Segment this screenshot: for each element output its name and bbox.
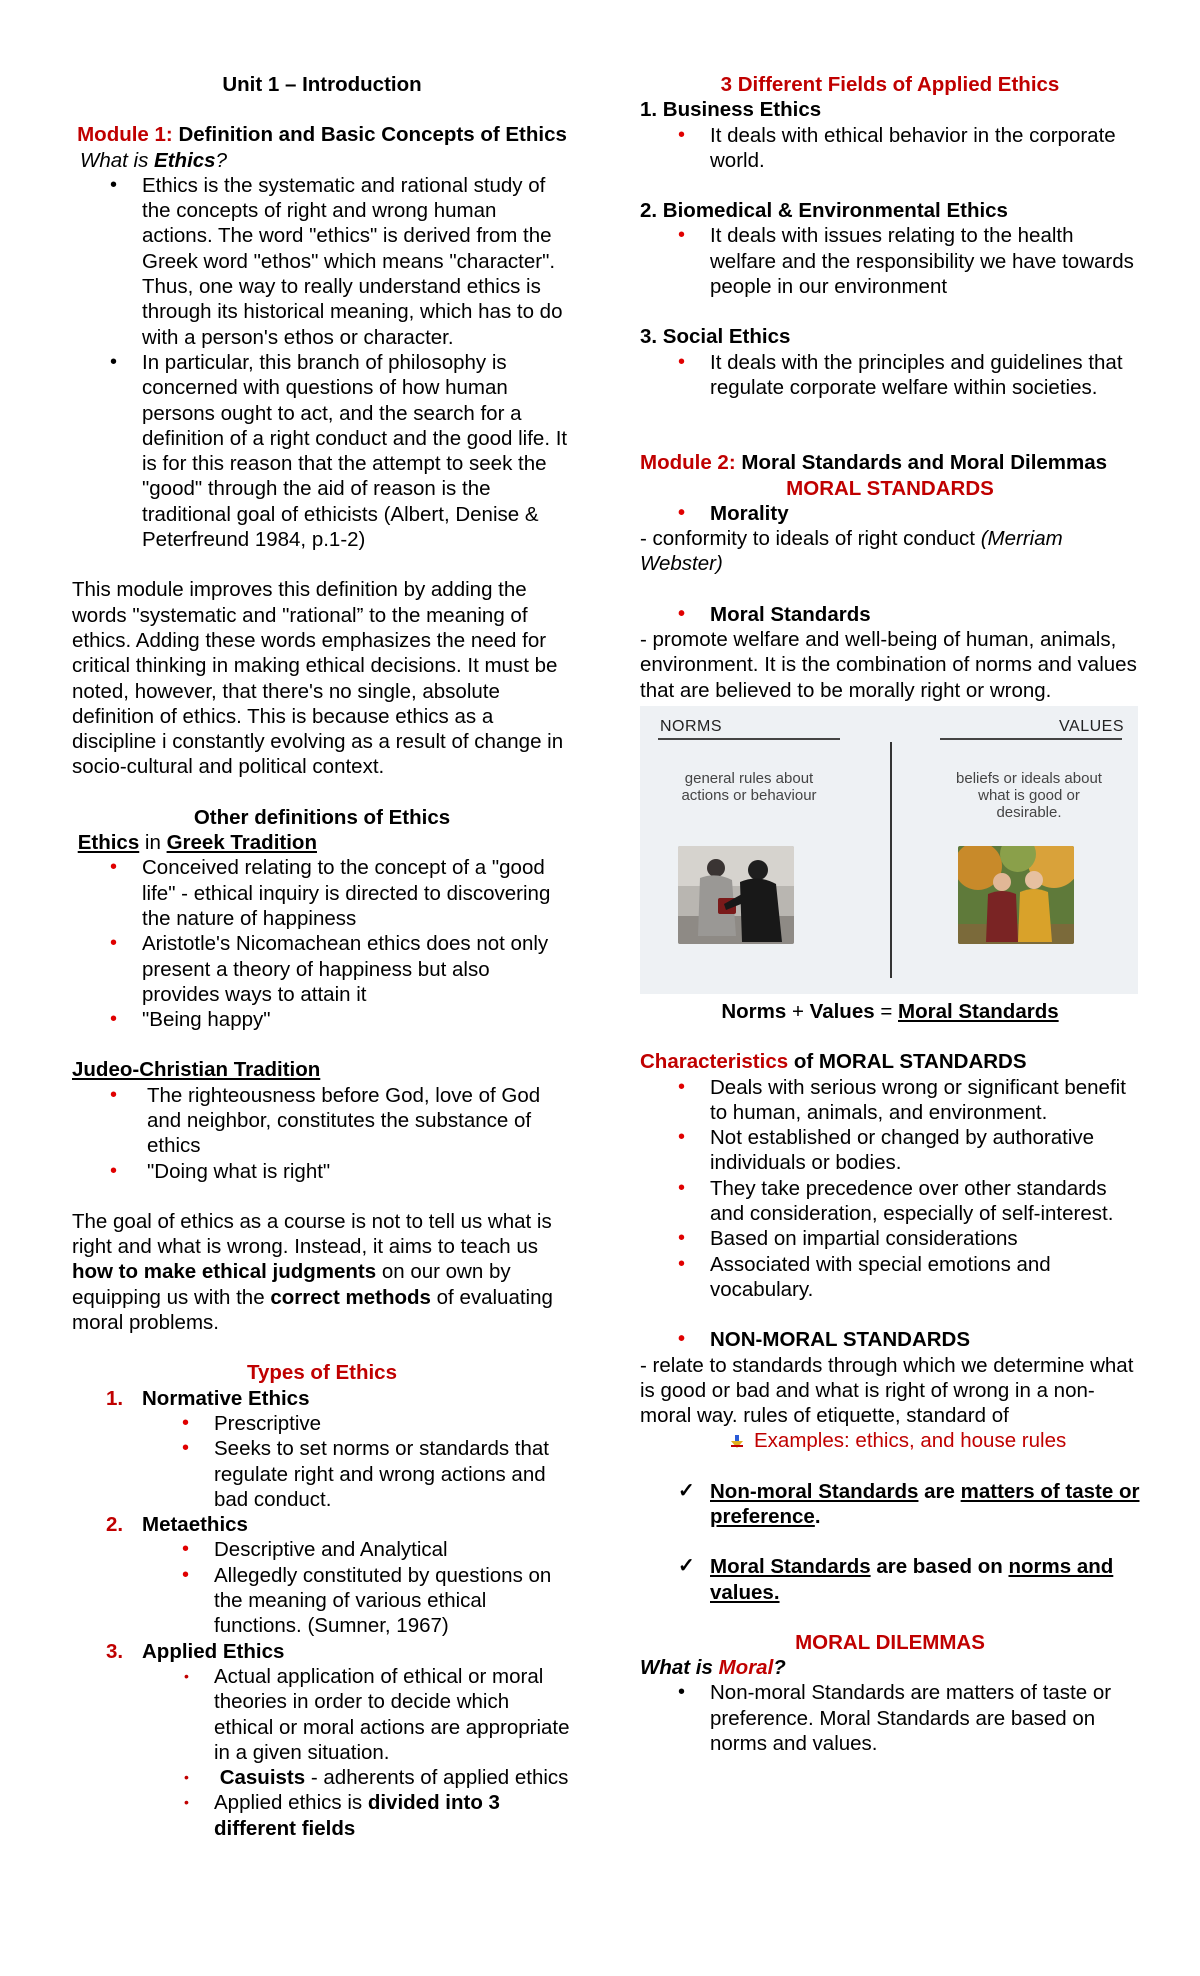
greek-ethics-word: Ethics <box>77 831 140 855</box>
list-item: • It deals with the principles and guidelines that regulate corporate welfare within societies. <box>640 350 1140 401</box>
morality-source: (Merriam Webster) <box>640 527 1063 576</box>
eq-values: Values <box>809 999 875 1023</box>
eq-plus: + <box>786 999 810 1023</box>
field-title: 2. Biomedical & Environmental Ethics <box>640 199 1008 223</box>
morality-definition <box>640 526 1140 577</box>
greek-tradition-word: Greek Tradition <box>166 831 317 855</box>
judeo-christian-heading: Judeo-Christian Tradition <box>72 1058 321 1082</box>
check1-d: . <box>814 1504 821 1528</box>
list-item: • Deals with serious wrong or significant benefit to human, animals, and environment. <box>640 1075 1140 1126</box>
list-item: • Seeks to set norms or standards that regulate right and wrong actions and bad conduct. <box>72 1436 572 1512</box>
list-item: • In particular, this branch of philosophy is concerned with questions of how human persons ought to act, and the search for a definition of a right conduct and the good life. It is for this reason that the attempt to seek the "good" through the aid of reason is the traditional goal of ethicists (Albert, Denise & Peterfreund 1984, p.1-2) <box>72 350 572 552</box>
goal-paragraph <box>72 1209 572 1335</box>
norms-rule <box>658 738 840 740</box>
norms-heading: NORMS <box>660 717 723 735</box>
divider-line <box>890 742 892 978</box>
non-moral-definition: - relate to standards through which we determine what is good or bad and what is right of wrong in a non-moral way. rules of etiquette, standard of <box>640 1353 1134 1428</box>
what-is-suffix: ? <box>215 148 227 172</box>
list-item: • The righteousness before God, love of God and neighbor, constitutes the substance of ethics <box>72 1083 572 1159</box>
values-heading: VALUES <box>1059 717 1124 735</box>
check1-c: matters of taste or preference <box>710 1479 1140 1528</box>
eq-norms: Norms <box>721 999 787 1023</box>
values-rule <box>940 738 1122 740</box>
field-bullet-list <box>640 123 1140 174</box>
eq-equals: = <box>874 999 899 1023</box>
type-number: 1. <box>106 1386 124 1410</box>
field-title: 1. Business Ethics <box>640 98 822 122</box>
norms-values-figure <box>640 706 1138 994</box>
type-number: 3. <box>106 1639 124 1663</box>
what-is-word: Ethics <box>154 148 216 172</box>
what-is-prefix: What is <box>80 148 155 172</box>
non-moral-label: • NON-MORAL STANDARDS <box>640 1327 1140 1352</box>
check1-a: Non-moral Standards <box>710 1479 919 1503</box>
module2-title: Moral Standards and Moral Dilemmas <box>741 451 1108 475</box>
greek-tradition-heading <box>72 830 572 855</box>
check2-c: norms and values. <box>710 1555 1114 1604</box>
casuists-bold: Casuists <box>219 1766 306 1790</box>
what-is-moral-q: ? <box>773 1656 786 1680</box>
norms-caption: general rules about actions or behaviour <box>681 769 817 804</box>
check-icon: ✓ <box>678 1479 695 1502</box>
non-moral-list <box>640 1327 1140 1352</box>
morality-list <box>640 501 1140 526</box>
list-item: • "Doing what is right" <box>72 1159 572 1184</box>
field-bullet-list <box>640 223 1140 299</box>
what-is-ethics <box>80 148 572 173</box>
moral-dilemmas-heading: MORAL DILEMMAS <box>795 1630 985 1654</box>
norms-photo <box>678 846 794 944</box>
judeo-bullet-list <box>72 1083 572 1184</box>
list-item <box>72 1765 572 1790</box>
type-applied <box>72 1639 572 1664</box>
module2-prefix: Module 2: <box>640 451 736 475</box>
type-number: 2. <box>106 1513 124 1537</box>
type-name: Normative Ethics <box>142 1386 310 1410</box>
examples-label: Examples: <box>754 1429 850 1453</box>
what-is-moral-pre: What is <box>640 1656 719 1680</box>
module1-title: Definition and Basic Concepts of Ethics <box>178 123 567 147</box>
list-item: • Allegedly constituted by questions on the meaning of various ethical functions. (Sumner, 1967) <box>72 1563 572 1639</box>
norms-values-equation <box>640 999 1140 1024</box>
list-item: • Associated with special emotions and vocabulary. <box>640 1252 1140 1303</box>
couple-park-image <box>958 846 1074 944</box>
list-item: • They take precedence over other standards and consideration, especially of self-interest. <box>640 1176 1140 1227</box>
arrow-down-icon <box>730 1435 744 1449</box>
what-is-moral <box>640 1655 1140 1680</box>
goal-text-1: The goal of ethics as a course is not to tell us what is right and what is wrong. Instead, it aims to teach us <box>72 1209 552 1259</box>
list-item: • Actual application of ethical or moral theories in order to decide which ethical or moral actions are appropriate in a given situation. <box>72 1664 572 1765</box>
values-caption: beliefs or ideals about what is good or desirable. <box>956 769 1102 821</box>
check-item-moral <box>640 1554 1140 1605</box>
goal-bold-1: how to make ethical judgments <box>72 1260 377 1284</box>
check-icon: ✓ <box>678 1555 695 1578</box>
module2-heading <box>640 450 1140 475</box>
list-item: • It deals with ethical behavior in the corporate world. <box>640 123 1140 174</box>
list-item <box>72 1790 572 1841</box>
other-definitions-title: Other definitions of Ethics <box>193 805 451 829</box>
list-item: • Conceived relating to the concept of a "good life" - ethical inquiry is directed to discovering the nature of happiness <box>72 855 572 931</box>
goal-text-3: of evaluating moral problems. <box>72 1285 553 1335</box>
characteristics-list <box>640 1075 1140 1303</box>
greek-in-word: in <box>139 831 167 855</box>
examples-text: ethics, and house rules <box>849 1429 1067 1453</box>
types-of-ethics-title: Types of Ethics <box>247 1361 397 1385</box>
list-item: • Not established or changed by authorative individuals or bodies. <box>640 1125 1140 1176</box>
type-metaethics <box>72 1512 572 1537</box>
theft-scene-image <box>678 846 794 944</box>
improves-paragraph: This module improves this definition by adding the words "systematic and "rational” to the meaning of ethics. Adding these words emphasizes the need for critical thinking in making ethical decisions. It must be noted, however, that there's no single, absolute definition of ethics. This is because ethics as a discipline i constantly evolving as a result of change in socio-cultural and political context. <box>72 578 564 779</box>
check2-b: are based on <box>870 1555 1009 1579</box>
fields-title: 3 Different Fields of Applied Ethics <box>720 73 1060 96</box>
type-name: Metaethics <box>142 1513 248 1537</box>
moral-standards-label: • Moral Standards <box>640 602 1140 627</box>
morality-def-text: - conformity to ideals of right conduct <box>640 527 981 551</box>
divided-pre: Applied ethics is <box>214 1791 368 1815</box>
list-item: • Non-moral Standards are matters of taste or preference. Moral Standards are based on norms and values. <box>640 1680 1140 1756</box>
list-item: • Descriptive and Analytical <box>72 1537 572 1562</box>
types-list <box>72 1386 572 1841</box>
type-name: Applied Ethics <box>142 1639 285 1663</box>
goal-bold-2: correct methods <box>270 1285 431 1309</box>
list-item: • Ethics is the systematic and rational study of the concepts of right and wrong human actions. The word "ethics" is derived from the Greek word "ethos" which means "character". Thus, one way to really understand ethics is through its historical meaning, which has to do with a person's ethos or character. <box>72 173 572 350</box>
dilemma-list <box>640 1680 1140 1756</box>
list-item: • Based on impartial considerations <box>640 1226 1140 1251</box>
what-is-moral-word: Moral <box>718 1656 774 1680</box>
type-normative <box>72 1386 572 1411</box>
list-item: • "Being happy" <box>72 1007 572 1032</box>
moral-standards-list <box>640 602 1140 627</box>
morality-label: • Morality <box>640 501 1140 526</box>
check2-a: Moral Standards <box>710 1555 871 1579</box>
left-column <box>72 72 572 1841</box>
greek-bullet-list <box>72 855 572 1032</box>
module1-heading <box>72 122 572 147</box>
characteristics-rest: of MORAL STANDARDS <box>788 1050 1027 1074</box>
list-item: • It deals with issues relating to the health welfare and the responsibility we have towards people in our environment <box>640 223 1140 299</box>
check1-b: are <box>918 1479 961 1503</box>
casuists-rest: - adherents of applied ethics <box>305 1766 569 1790</box>
right-column <box>640 72 1140 1756</box>
list-item: • Aristotle's Nicomachean ethics does not only present a theory of happiness but also provides ways to attain it <box>72 931 572 1007</box>
list-item: • Prescriptive <box>72 1411 572 1436</box>
field-bullet-list <box>640 350 1140 401</box>
characteristics-heading <box>640 1049 1140 1074</box>
eq-result: Moral Standards <box>898 999 1059 1023</box>
examples-line <box>640 1428 1140 1453</box>
moral-standards-definition: - promote welfare and well-being of human, animals, environment. It is the combination of norms and values that are believed to be morally right or wrong. <box>640 628 1137 702</box>
unit-title: Unit 1 – Introduction <box>222 73 422 96</box>
moral-standards-heading: MORAL STANDARDS <box>786 476 994 500</box>
field-title: 3. Social Ethics <box>640 325 791 349</box>
intro-bullet-list <box>72 173 572 552</box>
check-item-non-moral <box>640 1479 1140 1530</box>
values-photo <box>958 846 1074 944</box>
module1-prefix: Module 1: <box>77 123 173 147</box>
divided-bold: divided into 3 different fields <box>214 1791 500 1840</box>
characteristics-red: Characteristics <box>640 1050 789 1074</box>
goal-text-2: on our own by equipping us with the <box>72 1260 511 1309</box>
